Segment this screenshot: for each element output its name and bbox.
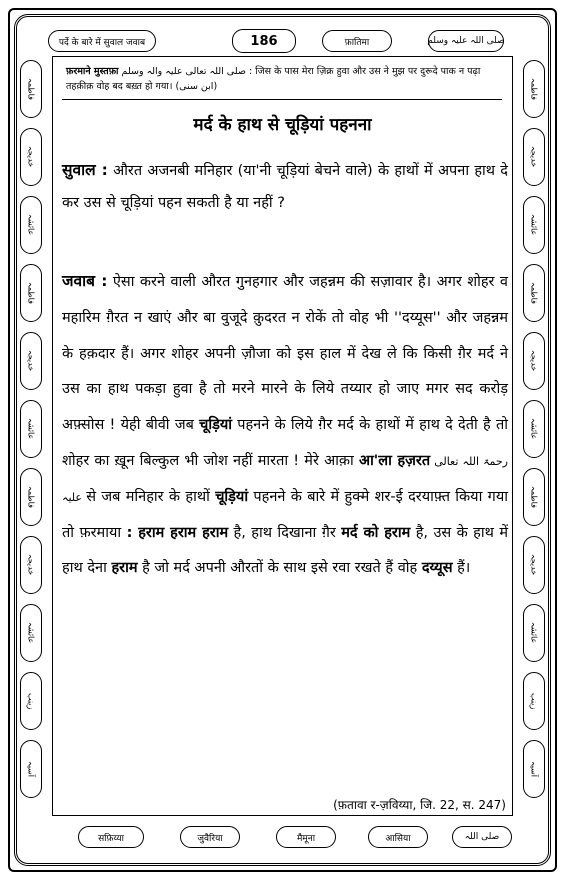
answer-text-5: है, हाथ दिखाना ग़ैर: [228, 524, 342, 541]
question-label: सुवाल :: [62, 161, 108, 179]
answer-text-2: पहनने के लिये ग़ैर मर्द के हाथों में हाथ दे देती है तो शोहर का ख़ून बिल्कुल भी जोश नहीं मारता ! मेरे आक़ा: [62, 417, 508, 469]
right-side-cartouche-8: خدیجہ: [523, 536, 545, 594]
left-side-cartouche-3: عائشہ: [20, 196, 42, 254]
left-side-cartouche-4: فاطمہ: [20, 264, 42, 322]
page-number: 186: [232, 29, 296, 53]
answer-text-6: है, उस के हाथ में हाथ देना: [62, 524, 508, 577]
answer-bold-5: मर्द को हराम: [341, 524, 411, 541]
answer-text-8: हैं।: [452, 560, 471, 577]
ribbon-label: फ़रमाने मुस्तफ़ा: [66, 66, 119, 77]
footer-cartouche-4: आसिया: [368, 826, 428, 848]
answer-bold-2: आ'ला हज़रत: [358, 452, 431, 469]
right-side-cartouche-2: خدیجہ: [523, 128, 545, 186]
citation: (फ़तावा र-ज़विय्या, जि. 22, स. 247): [333, 798, 506, 812]
ribbon-text: : जिस के पास मेरा ज़िक्र हुवा और उस ने मुझ पर दुरूदे पाक न पढ़ा तहक़ीक़ वोह बद बख़्त हो गया। (ابن سنی): [66, 66, 481, 92]
left-side-cartouche-1: فاطمہ: [20, 60, 42, 118]
right-side-cartouche-10: زینب: [523, 672, 545, 730]
question-paragraph: [62, 154, 508, 219]
left-side-cartouche-7: فاطمہ: [20, 468, 42, 526]
answer-arabic-honorific: رحمۃ اللہ تعالی علیہ: [62, 454, 508, 504]
answer-bold-6: हराम: [111, 560, 138, 577]
right-side-cartouche-5: خدیجہ: [523, 332, 545, 390]
right-side-cartouche-3: عائشہ: [523, 196, 545, 254]
hadith-ribbon: [62, 62, 502, 100]
left-side-cartouche-11: آسیہ: [20, 740, 42, 798]
right-side-cartouche-7: فاطمہ: [523, 468, 545, 526]
footer-cartouche-2: जुवैरिया: [180, 826, 240, 848]
right-side-cartouche-1: فاطمہ: [523, 60, 545, 118]
answer-bold-3: चूड़ियां: [215, 488, 249, 505]
footer-cartouche-3: मैमूना: [276, 826, 336, 848]
left-side-cartouche-6: عائشہ: [20, 400, 42, 458]
ribbon-honorific: صلی اللہ تعالی علیہ والہ وسلم: [121, 66, 246, 77]
header-cartouche-arabic: صلی اللہ علیہ وسلم: [428, 30, 504, 52]
right-side-cartouche-6: عائشہ: [523, 400, 545, 458]
footer-cartouche-5: صلی اللہ: [452, 826, 512, 848]
answer-bold-7: दय्यूस: [421, 560, 453, 577]
header-cartouche-right: फ़ातिमा: [322, 30, 392, 52]
header-book-title: पर्दे के बारे में सुवाल जवाब: [48, 30, 156, 52]
answer-bold-1: चूड़ियां: [199, 417, 232, 434]
left-side-cartouche-10: زینب: [20, 672, 42, 730]
answer-text-4: पहनने के बारे में हुक्मे शर-ई दरयाफ़्त किया गया तो फ़रमाया: [62, 488, 509, 541]
right-side-cartouche-11: آسیہ: [523, 740, 545, 798]
answer-text-1: ऐसा करने वाली औरत गुनहगार और जहन्नम की सज़ावार है। अगर शोहर व महारिम ग़ैरत न खाएं और बा वुजूदे क़ुदरत न रोकें तो वोह भी ''दय्यूस'' और जहन्नम के हक़दार हैं। अगर शोहर अपनी ज़ौजा को इस हाल में देख ले कि किसी ग़ैर मर्द ने उस का हाथ पकड़ा हुवा है तो मरने मारने के लिये तय्यार हो जाए मगर सद करोड़ अफ़्सोस ! येही बीवी जब: [62, 274, 508, 434]
right-side-cartouche-9: عائشہ: [523, 604, 545, 662]
answer-label: जवाब :: [62, 272, 108, 290]
left-side-cartouche-5: خدیجہ: [20, 332, 42, 390]
answer-text-7: है जो मर्द अपनी औरतों के साथ इसे रवा रखते हैं वोह: [137, 560, 422, 577]
question-text: औरत अजनबी मनिहार (या'नी चूड़ियां बेचने वाले) के हाथों में अपना हाथ दे कर उस से चूड़ियां पहन सकती है या नहीं ?: [62, 163, 508, 211]
page-title: मर्द के हाथ से चूड़ियां पहनना: [193, 115, 372, 135]
right-side-cartouche-4: فاطمہ: [523, 264, 545, 322]
left-side-cartouche-8: خدیجہ: [20, 536, 42, 594]
answer-bold-4: : हराम हराम हराम: [126, 524, 229, 541]
left-side-cartouche-9: عائشہ: [20, 604, 42, 662]
answer-text-3: से जब मनिहार के हाथों: [86, 488, 216, 505]
footer-cartouche-1: सफ़िय्या: [78, 826, 144, 848]
answer-paragraph: [62, 264, 508, 587]
left-side-cartouche-2: خدیجہ: [20, 128, 42, 186]
